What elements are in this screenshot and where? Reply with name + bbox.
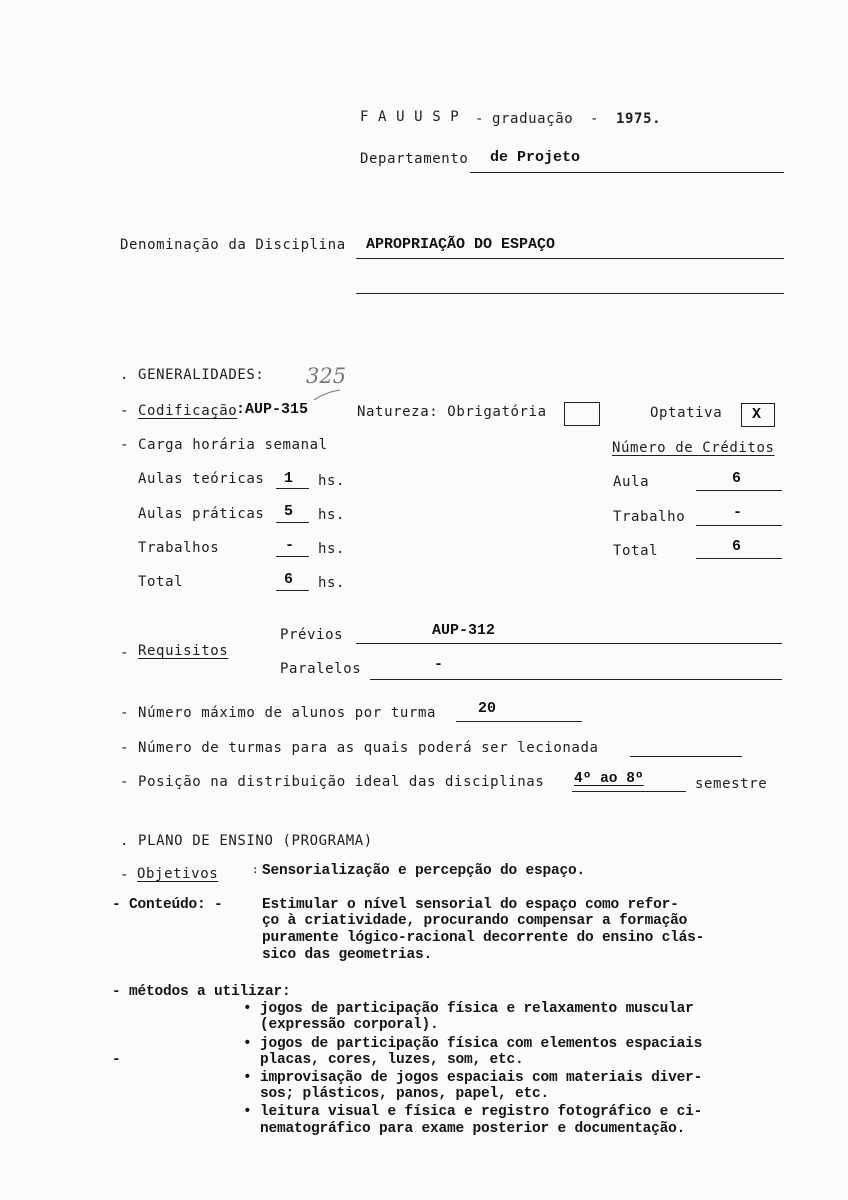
objetivos-label: Objetivos — [137, 866, 219, 882]
conteudo-line-4: sico das geometrias. — [262, 947, 433, 963]
teoricas-line — [276, 488, 309, 489]
total-credit-value: 6 — [732, 538, 742, 555]
objetivos-dash: - — [120, 867, 130, 883]
conteudo-label: - Conteúdo: - — [112, 897, 223, 913]
aulas-teoricas-value: 1 — [284, 470, 294, 487]
department-label: Departamento — [360, 151, 469, 167]
natureza-label: Natureza: Obrigatória — [357, 404, 547, 420]
aula-credit-line — [696, 490, 782, 491]
total-credit-label: Total — [613, 543, 659, 559]
conteudo-line-3: puramente lógico-racional decorrente do ensino clás- — [262, 930, 705, 946]
hs-1: hs. — [318, 473, 346, 489]
max-alunos-label: - Número máximo de alunos por turma — [120, 705, 437, 721]
discipline-label: Denominação da Disciplina — [120, 237, 346, 253]
metodos-line-3: • jogos de participação física com elementos espaciais — [243, 1036, 703, 1052]
max-alunos-line — [456, 721, 582, 722]
posicao-value: 4º ao 8º — [574, 771, 644, 787]
trabalho-credit-value: - — [733, 504, 743, 521]
carga-horaria-label: - Carga horária semanal — [120, 437, 328, 453]
aulas-teoricas-label: Aulas teóricas — [138, 471, 265, 487]
margin-dash: - — [112, 1052, 121, 1068]
previos-value: AUP-312 — [432, 622, 496, 639]
objetivos-value: Sensorialização e percepção do espaço. — [262, 863, 586, 879]
total-credit-line — [696, 558, 782, 559]
metodos-line-5: • improvisação de jogos espaciais com materiais diver- — [243, 1070, 703, 1086]
optativa-checkbox — [741, 403, 775, 427]
praticas-line — [276, 522, 309, 523]
trabalhos-label: Trabalhos — [138, 540, 220, 556]
school-name: F A U U S P — [360, 109, 460, 125]
total-hours-value: 6 — [284, 571, 294, 588]
discipline-line-2 — [356, 293, 784, 294]
conteudo-line-1: Estimular o nível sensorial do espaço como refor- — [262, 897, 679, 913]
optativa-check-mark: X — [752, 406, 762, 423]
creditos-heading: Número de Créditos — [612, 440, 775, 456]
semestre-label: semestre — [695, 776, 768, 792]
paralelos-line — [370, 679, 782, 680]
previos-line — [356, 643, 782, 644]
aulas-praticas-label: Aulas práticas — [138, 506, 265, 522]
codificacao-value: :AUP-315 — [236, 401, 309, 418]
year: 1975. — [616, 111, 662, 127]
metodos-line-7: • leitura visual e física e registro fotográfico e ci- — [243, 1104, 703, 1120]
header-dash-2: - — [590, 111, 600, 127]
total-hours-line — [276, 590, 309, 591]
posicao-line — [572, 791, 686, 792]
hs-2: hs. — [318, 507, 346, 523]
paralelos-label: Paralelos — [280, 661, 362, 677]
department-value: de Projeto — [490, 149, 581, 166]
hs-4: hs. — [318, 575, 346, 591]
metodos-line-1: • jogos de participação física e relaxamento muscular — [243, 1001, 694, 1017]
num-turmas-line — [630, 756, 742, 757]
plano-heading: . PLANO DE ENSINO (PROGRAMA) — [120, 833, 373, 849]
discipline-value: APROPRIAÇÃO DO ESPAÇO — [366, 236, 556, 253]
department-line — [470, 172, 784, 173]
metodos-label: - métodos a utilizar: — [112, 984, 291, 1000]
objetivos-colon: : — [252, 863, 260, 876]
requisitos-label: Requisitos — [138, 643, 229, 659]
course-type: graduação — [492, 111, 574, 127]
trabalho-credit-line — [696, 525, 782, 526]
codificacao-label: Codificação — [138, 403, 238, 419]
discipline-line-1 — [356, 258, 784, 259]
conteudo-line-2: ço à criatividade, procurando compensar a formação — [262, 913, 688, 929]
header-dash-1: - — [475, 111, 485, 127]
aula-credit-label: Aula — [613, 474, 650, 490]
metodos-line-6: sos; plásticos, panos, papel, etc. — [243, 1086, 550, 1102]
hs-3: hs. — [318, 541, 346, 557]
posicao-label: - Posição na distribuição ideal das disciplinas — [120, 774, 545, 790]
num-turmas-label: - Número de turmas para as quais poderá ser lecionada — [120, 740, 599, 756]
codificacao-dash: - — [120, 403, 130, 419]
metodos-line-8: nematográfico para exame posterior e documentação. — [243, 1121, 686, 1137]
aula-credit-value: 6 — [732, 470, 742, 487]
trabalhos-line — [276, 556, 309, 557]
metodos-line-2: (expressão corporal). — [243, 1017, 439, 1033]
optativa-label: Optativa — [650, 405, 723, 421]
paralelos-value: - — [434, 656, 444, 673]
requisitos-dash: - — [120, 645, 130, 661]
obrigatoria-checkbox — [564, 402, 600, 426]
handwritten-code: 325 — [306, 364, 347, 388]
previos-label: Prévios — [280, 627, 344, 643]
trabalhos-value: - — [285, 537, 295, 554]
metodos-line-4: placas, cores, luzes, som, etc. — [243, 1052, 524, 1068]
generalidades-heading: . GENERALIDADES: — [120, 367, 265, 383]
total-hours-label: Total — [138, 574, 184, 590]
max-alunos-value: 20 — [478, 700, 497, 717]
aulas-praticas-value: 5 — [284, 503, 294, 520]
pen-stroke — [312, 388, 342, 402]
trabalho-credit-label: Trabalho — [613, 509, 686, 525]
